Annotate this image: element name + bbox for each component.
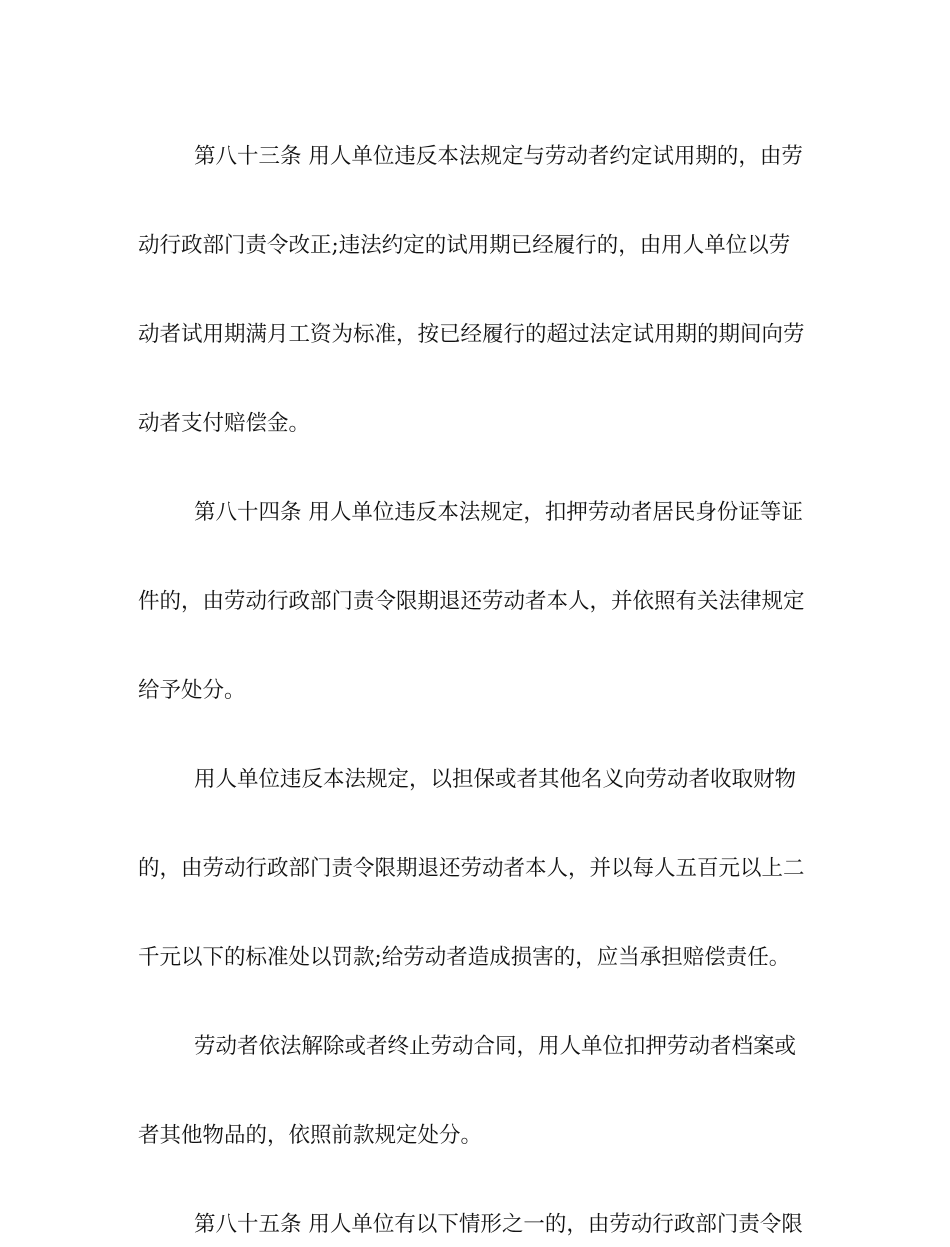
paragraph-line: 劳动者依法解除或者终止劳动合同，用人单位扣押劳动者档案或 bbox=[194, 1034, 797, 1059]
document-body bbox=[138, 134, 818, 1247]
paragraph-line: 用人单位违反本法规定，以担保或者其他名义向劳动者收取财物 bbox=[194, 767, 797, 792]
paragraph-line: 第八十四条 用人单位违反本法规定，扣押劳动者居民身份证等证 bbox=[194, 500, 803, 525]
paragraph-line: 者其他物品的，依照前款规定处分。 bbox=[138, 1123, 483, 1148]
paragraph-line: 件的，由劳动行政部门责令限期退还劳动者本人，并依照有关法律规定 bbox=[138, 589, 805, 614]
paragraph-line: 千元以下的标准处以罚款;给劳动者造成损害的，应当承担赔偿责任。 bbox=[138, 945, 791, 970]
paragraph-line: 第八十五条 用人单位有以下情形之一的，由劳动行政部门责令限 bbox=[194, 1212, 803, 1237]
paragraph-line: 动者支付赔偿金。 bbox=[138, 411, 311, 436]
paragraph-line: 给予处分。 bbox=[138, 678, 246, 703]
paragraph-line: 的，由劳动行政部门责令限期退还劳动者本人，并以每人五百元以上二 bbox=[138, 856, 805, 881]
paragraph-line: 动者试用期满月工资为标准，按已经履行的超过法定试用期的期间向劳 bbox=[138, 322, 805, 347]
paragraph-line: 第八十三条 用人单位违反本法规定与劳动者约定试用期的，由劳 bbox=[194, 144, 803, 169]
paragraph-line: 动行政部门责令改正;违法约定的试用期已经履行的，由用人单位以劳 bbox=[138, 233, 791, 258]
